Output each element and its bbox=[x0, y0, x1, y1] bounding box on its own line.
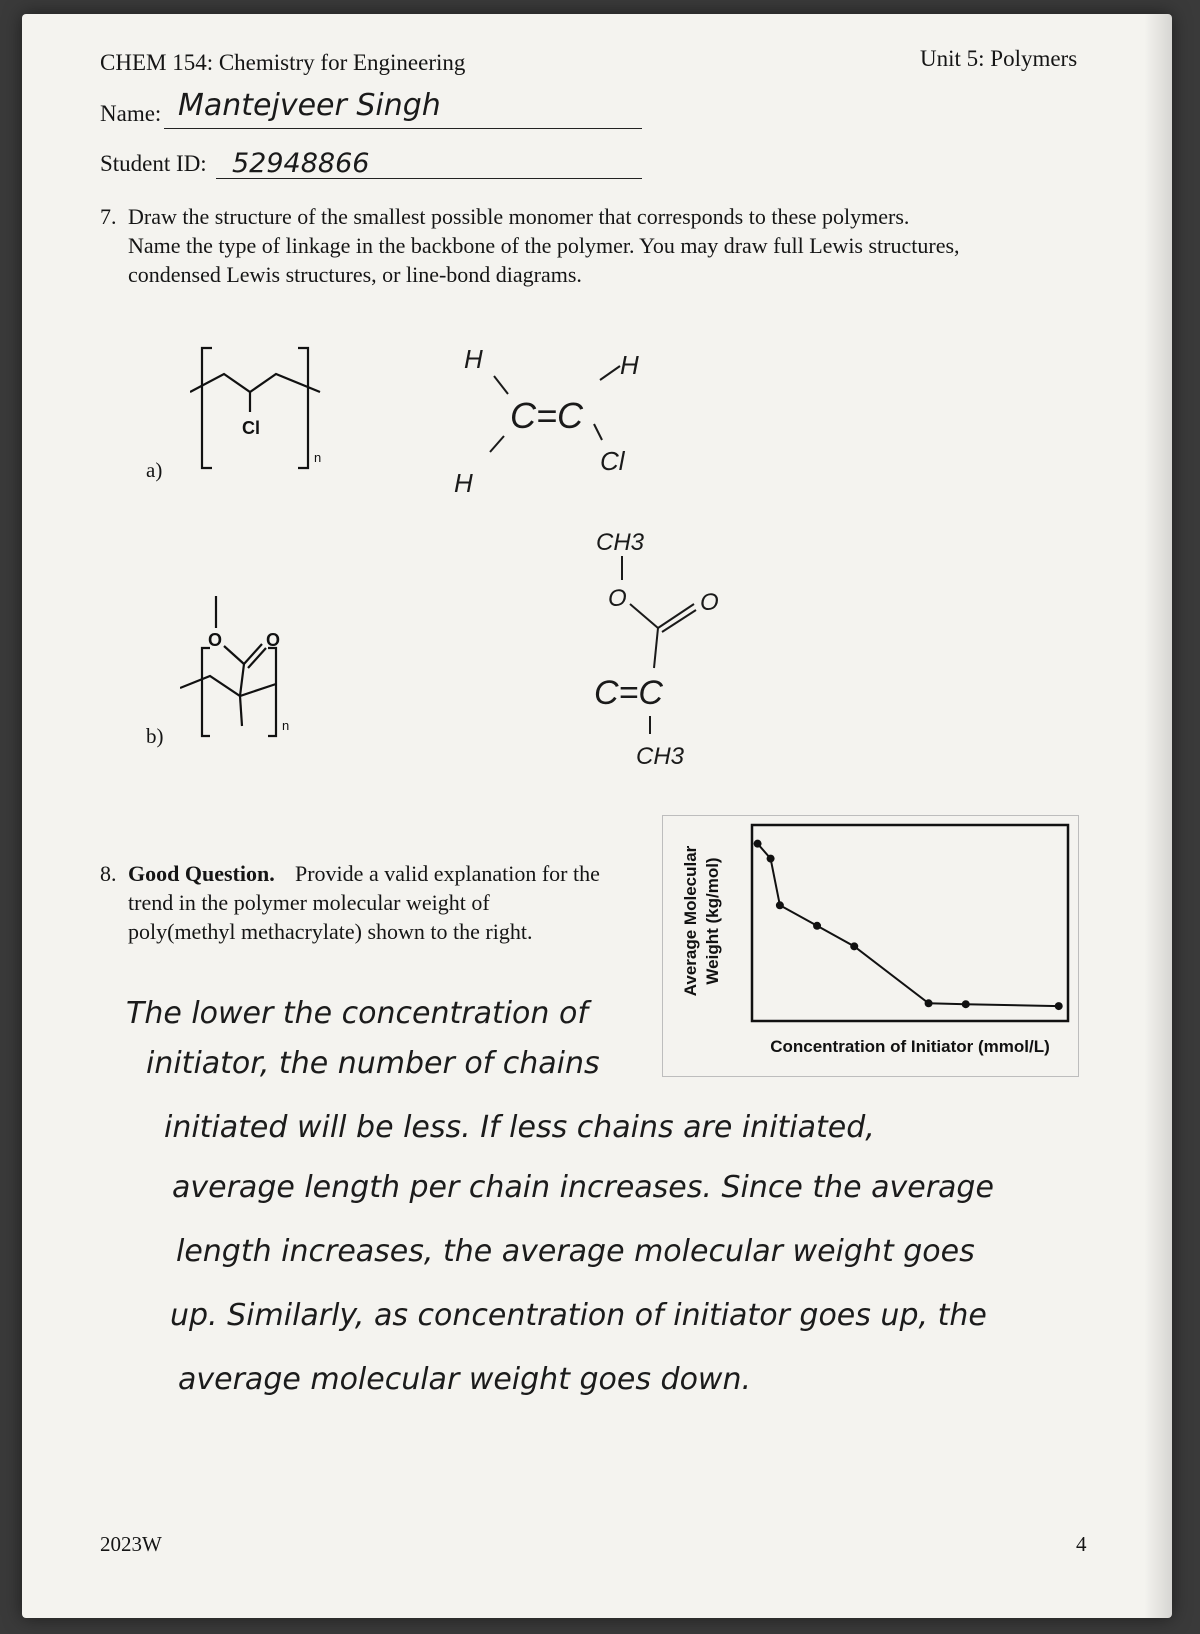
q8-line-3: poly(methyl methacrylate) shown to the right. bbox=[128, 919, 533, 944]
q7-line-1: Draw the structure of the smallest possible monomer that corresponds to these polymers. bbox=[128, 204, 910, 229]
course-title: CHEM 154: Chemistry for Engineering bbox=[100, 50, 466, 75]
chart-x-axis-label: Concentration of Initiator (mmol/L) bbox=[770, 1037, 1050, 1056]
polymer-a-cl: Cl bbox=[242, 418, 260, 438]
answer-line-3: initiated will be less. If less chains are initiated, bbox=[164, 1110, 875, 1145]
q7-number: 7. bbox=[100, 204, 117, 229]
q8-line-2: trend in the polymer molecular weight of bbox=[128, 890, 490, 915]
chart-series bbox=[754, 840, 1063, 1010]
chart-point bbox=[1055, 1002, 1063, 1010]
polymer-a-structure bbox=[190, 340, 330, 480]
monomer-a-h3: H bbox=[620, 350, 639, 380]
chart-plot-area bbox=[752, 825, 1068, 1021]
chart-point bbox=[925, 999, 933, 1007]
q8-bold-intro: Good Question. bbox=[128, 861, 275, 886]
monomer-b-o-carbonyl: O bbox=[700, 589, 719, 616]
polymer-a-n: n bbox=[314, 450, 322, 465]
monomer-b-ch3-bottom: CH3 bbox=[636, 743, 685, 770]
monomer-a-h2: H bbox=[454, 468, 473, 498]
chart-point bbox=[850, 942, 858, 950]
name-handwritten: Mantejveer Singh bbox=[178, 88, 441, 123]
polymer-b-n: n bbox=[282, 718, 290, 733]
chart-y-axis-label-line2: Weight (kg/mol) bbox=[703, 857, 722, 985]
answer-line-2: initiator, the number of chains bbox=[146, 1046, 600, 1081]
q7-line-3: condensed Lewis structures, or line-bond diagrams. bbox=[128, 262, 582, 287]
student-id-handwritten: 52948866 bbox=[232, 148, 370, 179]
monomer-a-h1: H bbox=[464, 344, 483, 374]
page-edge-shadow bbox=[1144, 14, 1172, 1618]
chart-point bbox=[813, 922, 821, 930]
monomer-b-drawing bbox=[590, 520, 790, 810]
chart-series-line bbox=[758, 844, 1059, 1006]
answer-line-5: length increases, the average molecular weight goes bbox=[176, 1234, 975, 1269]
name-label: Name: bbox=[100, 101, 162, 126]
monomer-a-cl: Cl bbox=[600, 446, 625, 476]
answer-line-1: The lower the concentration of bbox=[126, 996, 588, 1031]
chart-point bbox=[767, 855, 775, 863]
molecular-weight-chart bbox=[662, 815, 1078, 1077]
monomer-a-drawing bbox=[450, 340, 690, 510]
polymer-b-o1: O bbox=[208, 630, 223, 650]
monomer-b-o-ether: O bbox=[608, 585, 627, 612]
chart-y-axis-label-line1: Average Molecular bbox=[681, 845, 700, 997]
student-id-label: Student ID: bbox=[100, 151, 207, 176]
monomer-a-double-bond: C=C bbox=[510, 395, 584, 436]
answer-line-6: up. Similarly, as concentration of initiator goes up, the bbox=[170, 1298, 987, 1333]
name-underline bbox=[164, 128, 642, 129]
page-number: 4 bbox=[1076, 1532, 1087, 1556]
answer-line-7: average molecular weight goes down. bbox=[178, 1362, 752, 1397]
q8-line-1: Provide a valid explanation for the bbox=[295, 861, 600, 886]
footer-term: 2023W bbox=[100, 1532, 162, 1556]
answer-line-4: average length per chain increases. Since the average bbox=[172, 1170, 994, 1205]
q7-line-2: Name the type of linkage in the backbone of the polymer. You may draw full Lewis structures, bbox=[128, 233, 960, 258]
part-a-label: a) bbox=[146, 458, 163, 482]
monomer-b-double-bond: C=C bbox=[594, 674, 663, 712]
polymer-b-o2: O bbox=[266, 630, 281, 650]
monomer-b-ch3-top: CH3 bbox=[596, 529, 645, 556]
chart-point bbox=[754, 840, 762, 848]
polymer-b-structure bbox=[180, 588, 330, 748]
chart-point bbox=[962, 1000, 970, 1008]
q8-number: 8. bbox=[100, 861, 117, 886]
chart-point bbox=[776, 901, 784, 909]
unit-title: Unit 5: Polymers bbox=[920, 46, 1078, 71]
part-b-label: b) bbox=[146, 724, 164, 748]
